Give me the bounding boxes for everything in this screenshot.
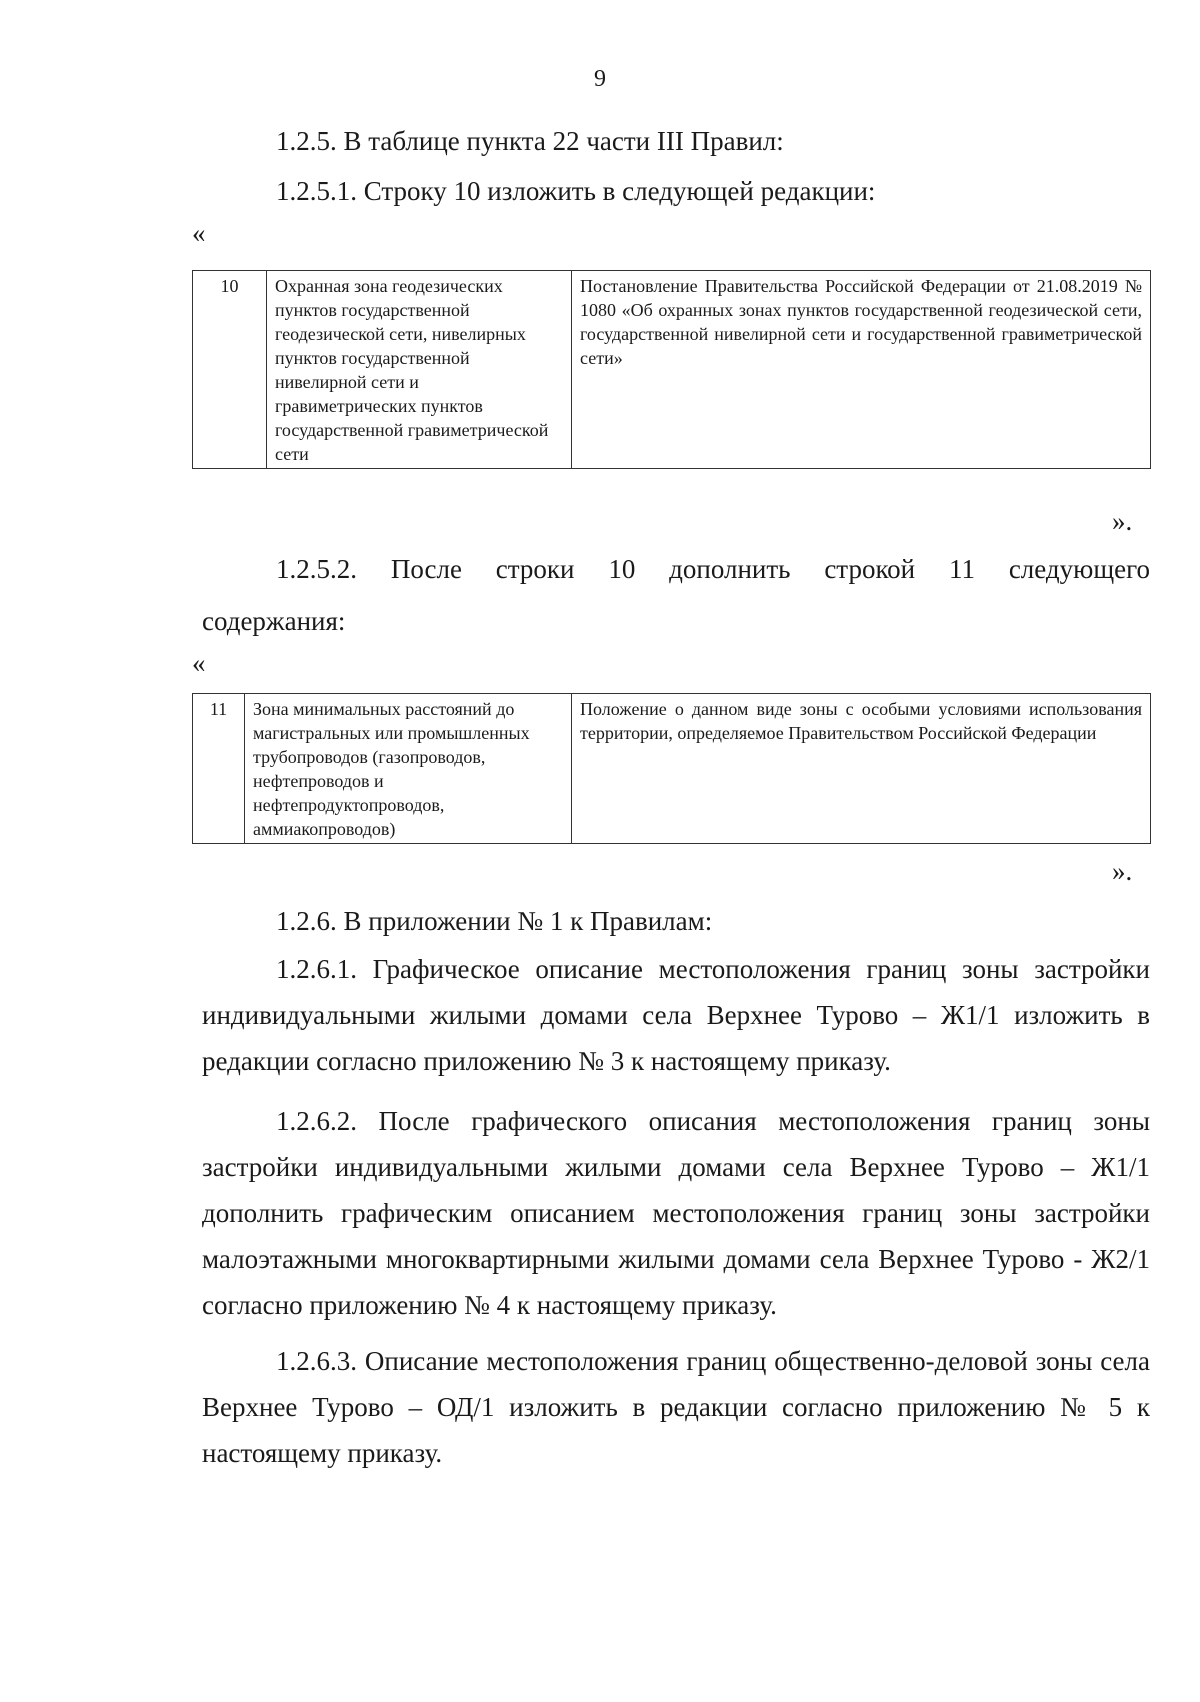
opening-quote-1: «: [192, 218, 206, 248]
zone-name: Зона минимальных расстояний до магистральных или промышленных трубопроводов (газопроводов, нефтепроводов и нефтепродуктопроводов, аммиакопроводов): [245, 694, 572, 844]
closing-quote-1: ».: [1112, 506, 1133, 536]
table-row: [193, 694, 1151, 844]
row-number: 10: [193, 271, 267, 469]
section-1-2-5-2-continuation: содержания:: [202, 606, 346, 636]
section-1-2-5-1: 1.2.5.1. Строку 10 изложить в следующей редакции:: [276, 176, 876, 206]
amendment-table-row-11: [192, 693, 1151, 844]
legal-basis: Постановление Правительства Российской Федерации от 21.08.2019 № 1080 «Об охранных зонах пунктов государственной геодезической сети, государственной нивелирной сети и государственной гравиметрической сети»: [572, 271, 1151, 469]
page-number: 9: [594, 66, 606, 92]
section-1-2-6-3: 1.2.6.3. Описание местоположения границ общественно-деловой зоны села Верхнее Турово – ОД/1 изложить в редакции согласно приложению № 5 к настоящему приказу.: [202, 1346, 1150, 1468]
section-1-2-5-2: 1.2.5.2. После строки 10 дополнить строкой 11 следующего: [276, 554, 1150, 584]
section-1-2-6-2: 1.2.6.2. После графического описания местоположения границ зоны застройки индивидуальными жилыми домами села Верхнее Турово – Ж1/1 дополнить графическим описанием местоположения границ зоны застройки малоэтажными многоквартирными жилыми домами села Верхнее Турово - Ж2/1 согласно приложению № 4 к настоящему приказу.: [202, 1106, 1150, 1320]
section-1-2-6-1: 1.2.6.1. Графическое описание местоположения границ зоны застройки индивидуальными жилыми домами села Верхнее Турово – Ж1/1 изложить в редакции согласно приложению № 3 к настоящему приказу.: [202, 954, 1150, 1076]
legal-basis: Положение о данном виде зоны с особыми условиями использования территории, определяемое Правительством Российской Федерации: [572, 694, 1151, 844]
amendment-table-row-10: [192, 270, 1151, 469]
opening-quote-2: «: [192, 648, 206, 678]
section-1-2-5: 1.2.5. В таблице пункта 22 части III Правил:: [276, 126, 784, 156]
section-1-2-6: 1.2.6. В приложении № 1 к Правилам:: [276, 906, 713, 936]
closing-quote-2: ».: [1112, 856, 1133, 886]
zone-name: Охранная зона геодезических пунктов государственной геодезической сети, нивелирных пунктов государственной нивелирной сети и гравиметрических пунктов государственной гравиметрической сети: [267, 271, 572, 469]
row-number: 11: [193, 694, 245, 844]
table-row: [193, 271, 1151, 469]
